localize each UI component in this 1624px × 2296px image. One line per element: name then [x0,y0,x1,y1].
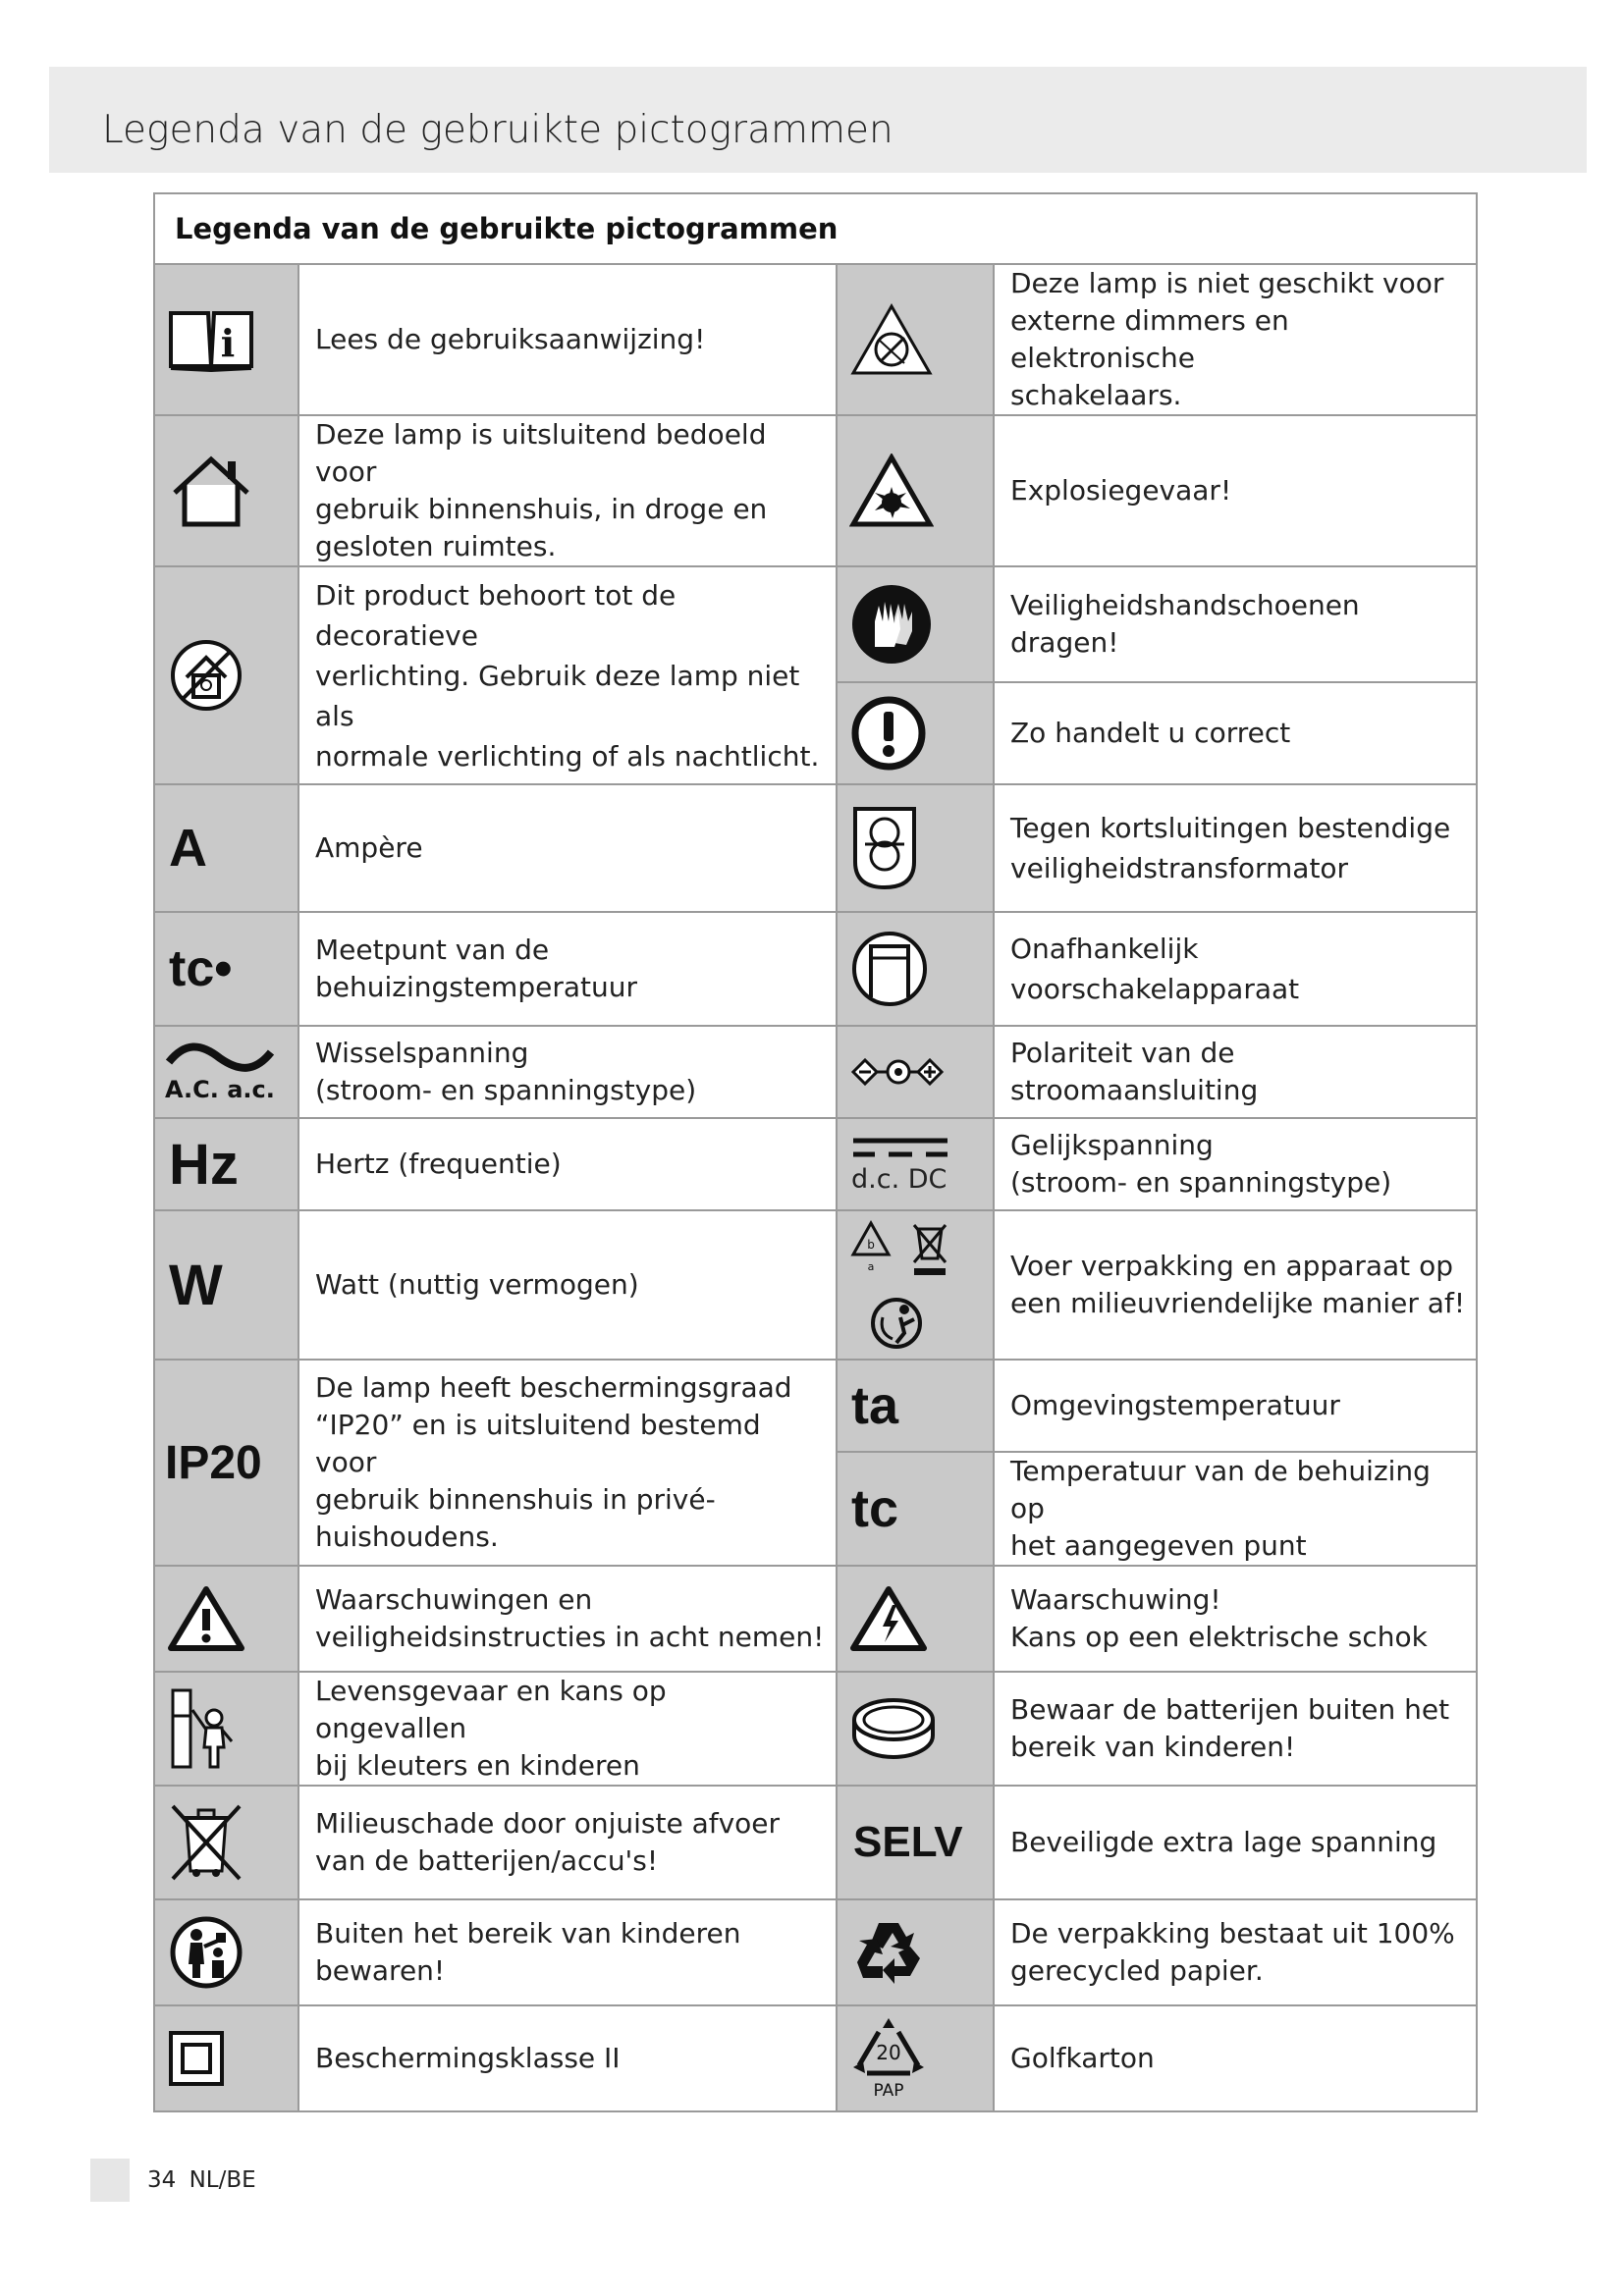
electric-shock-icon [849,1583,928,1654]
page-footer [147,2167,256,2193]
legend-text: Wisselspanning (stroom- en spanningstype) [298,1026,837,1118]
legend-text: Temperatuur van de behuizing op het aangegeven punt [994,1452,1477,1566]
house-icon [167,452,255,530]
icon-cell [154,1210,298,1360]
pap-label: PAP [873,2081,904,2101]
icon-cell [154,1118,298,1210]
legend-text: Ampère [298,784,837,912]
icon-cell [837,784,994,912]
svg-text:a: a [867,1260,875,1273]
legend-text: Waarschuwingen en veiligheidsinstructies in acht nemen! [298,1566,837,1672]
ta-icon: ta [851,1376,899,1435]
legend-text: Watt (nuttig vermogen) [298,1210,837,1360]
legend-text: Polariteit van de stroomaansluiting [994,1026,1477,1118]
legend-text: Lees de gebruiksaanwijzing! [298,264,837,415]
legend-text: Onafhankelijk voorschakelapparaat [994,912,1477,1026]
table-header: Legenda van de gebruikte pictogrammen [154,193,1477,264]
watt-icon: W [169,1253,223,1317]
crossed-bin-icon [167,1800,245,1885]
icon-cell [837,1672,994,1786]
icon-cell [154,1026,298,1118]
icon-cell [154,2005,298,2111]
hertz-icon: Hz [169,1132,239,1197]
icon-cell [837,1118,994,1210]
legend-text: Gelijkspanning (stroom- en spanningstype) [994,1118,1477,1210]
legend-text: Veiligheidshandschoenen dragen! [994,566,1477,682]
icon-cell [154,1786,298,1899]
ampere-icon: A [169,819,207,878]
icon-cell [837,1026,994,1118]
icon-cell [154,1672,298,1786]
legend-text: Dit product behoort tot de decoratieve verlichting. Gebruik deze lamp niet als normale verlichting of als nachtlicht. [298,566,837,784]
icon-cell [837,912,994,1026]
button-battery-icon [849,1694,938,1763]
selv-icon: SELV [853,1818,963,1866]
icon-cell [837,415,994,566]
icon-cell [154,1899,298,2005]
icon-cell [837,566,994,682]
decorative-lighting-icon [167,636,245,715]
legend-text: Hertz (frequentie) [298,1118,837,1210]
legend-text: Levensgevaar en kans op ongevallen bij kleuters en kinderen [298,1672,837,1786]
legend-text: Beveiligde extra lage spanning [994,1786,1477,1899]
pap-number: 20 [876,2041,901,2064]
legend-text: Waarschuwing! Kans op een elektrische schok [994,1566,1477,1672]
no-dimmer-icon [849,300,934,379]
legend-text: Golfkarton [994,2005,1477,2111]
legend-text: Buiten het bereik van kinderen bewaren! [298,1899,837,2005]
svg-text:i: i [220,321,236,365]
legend-text: Bewaar de batterijen buiten het bereik van kinderen! [994,1672,1477,1786]
explosion-icon [849,454,934,528]
legend-text: Explosiegevaar! [994,415,1477,566]
icon-cell [837,1452,994,1566]
icon-cell [154,264,298,415]
warning-icon [167,1583,245,1654]
legend-text: Beschermingsklasse II [298,2005,837,2111]
direct-current-icon [851,1135,993,1195]
sine-wave-icon [165,1041,275,1074]
legend-text: Deze lamp is uitsluitend bedoeld voor gebruik binnenshuis, in droge en gesloten ruimtes. [298,415,837,566]
gloves-icon [849,582,934,667]
alternating-current-icon [165,1041,298,1103]
icon-cell [837,264,994,415]
legend-text: Voer verpakking en apparaat op een milieuvriendelijke manier af! [994,1210,1477,1360]
icon-cell [154,912,298,1026]
recycling-disposal-icon [849,1217,957,1353]
legend-text: Meetpunt van de behuizingstemperatuur [298,912,837,1026]
icon-cell [154,566,298,784]
legend-text: Omgevingstemperatuur [994,1360,1477,1452]
safety-transformer-icon [849,803,920,893]
svg-text:b: b [867,1238,875,1252]
keep-from-children-icon [167,1913,245,1992]
legend-text: Tegen kortsluitingen bestendige veiligheidstransformator [994,784,1477,912]
page-number: 34 [147,2167,177,2193]
pictogram-legend-table [153,192,1478,2112]
icon-cell [837,1786,994,1899]
legend-text: Milieuschade door onjuiste afvoer van de batterijen/accu's! [298,1786,837,1899]
locale-label: NL/BE [189,2167,256,2193]
footer-marker [90,2159,130,2202]
icon-cell [837,1899,994,2005]
dc-label: d.c. DC [851,1163,947,1195]
legend-text: De lamp heeft beschermingsgraad “IP20” en is uitsluitend bestemd voor gebruik binnenshuis in privé-huishoudens. [298,1360,837,1566]
child-danger-icon [167,1686,245,1771]
icon-cell [154,415,298,566]
icon-cell [837,682,994,784]
icon-cell [837,1360,994,1452]
page-title: Legenda van de gebruikte pictogrammen [102,108,893,152]
legend-text: Zo handelt u correct [994,682,1477,784]
icon-cell [154,1566,298,1672]
icon-cell [154,784,298,912]
polarity-icon [849,1052,947,1092]
recycle-triangle-icon [849,2014,928,2083]
independent-ballast-icon [849,929,930,1009]
read-manual-icon [167,305,255,374]
dc-lines-icon [851,1135,949,1160]
icon-cell [837,1210,994,1360]
icon-cell [154,1360,298,1566]
ac-label: A.C. a.c. [165,1076,275,1103]
icon-cell [837,2005,994,2111]
recycle-arrows-icon [849,1915,928,1990]
tc-icon: tc [851,1479,899,1538]
protection-class-2-icon [167,2029,226,2088]
legend-text: De verpakking bestaat uit 100% gerecycled papier. [994,1899,1477,2005]
icon-cell [837,1566,994,1672]
ip20-icon: IP20 [165,1436,262,1489]
pap20-icon [849,2014,928,2103]
tc-point-icon: tc• [169,940,233,997]
legend-text: Deze lamp is niet geschikt voor externe dimmers en elektronische schakelaars. [994,264,1477,415]
exclamation-icon [849,694,928,773]
